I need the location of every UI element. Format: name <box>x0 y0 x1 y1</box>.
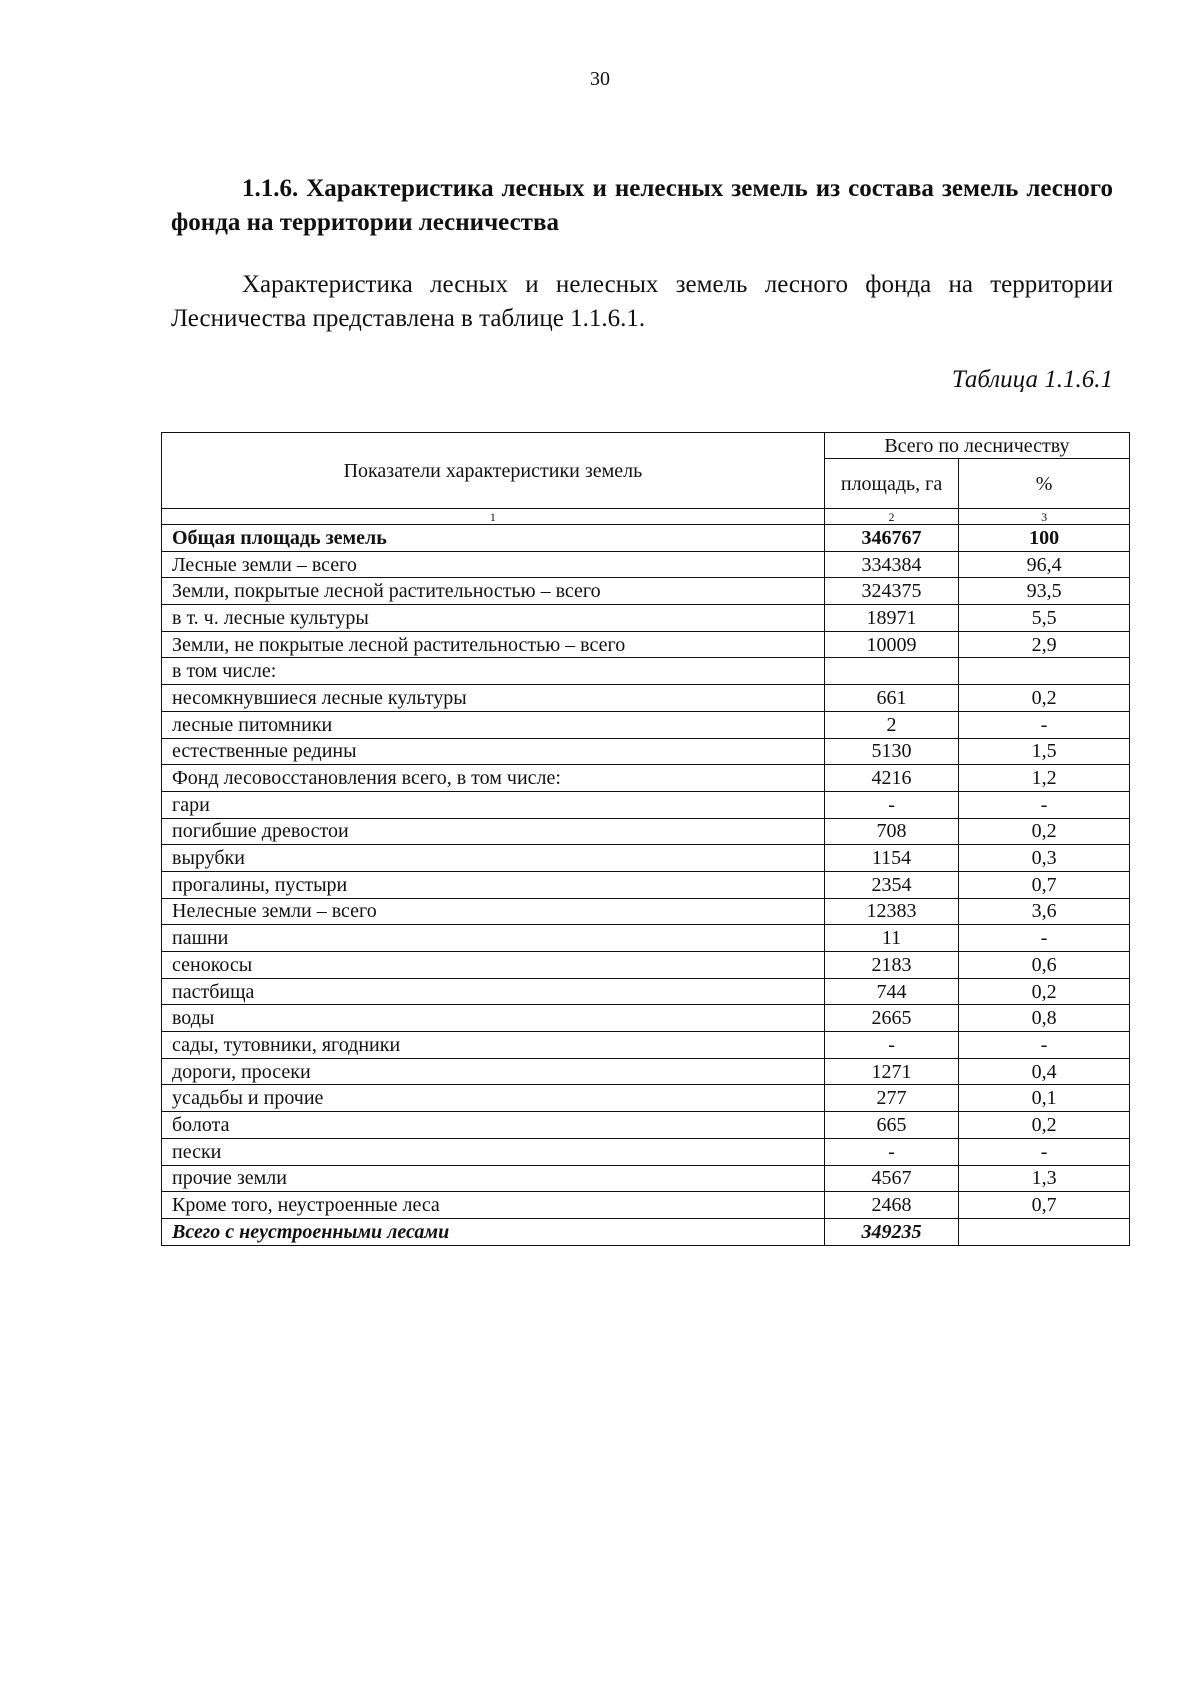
table-row <box>162 631 1130 658</box>
row-label: сенокосы <box>162 952 825 979</box>
row-area: - <box>824 1138 958 1165</box>
row-label: дороги, просеки <box>162 1058 825 1085</box>
row-label: Кроме того, неустроенные леса <box>162 1192 825 1219</box>
table-row <box>162 1058 1130 1085</box>
row-label: усадьбы и прочие <box>162 1085 825 1112</box>
section-heading <box>171 172 1113 240</box>
row-percent: 1,3 <box>959 1165 1130 1192</box>
land-characteristics-table <box>161 432 1130 1246</box>
intro-paragraph <box>171 268 1113 336</box>
row-percent: 1,5 <box>959 738 1130 765</box>
table-row <box>162 791 1130 818</box>
row-percent: - <box>959 1032 1130 1059</box>
row-area: 744 <box>824 978 958 1005</box>
row-area: 12383 <box>824 898 958 925</box>
row-percent: 5,5 <box>959 605 1130 632</box>
row-percent: 100 <box>959 525 1130 552</box>
row-area: 324375 <box>824 578 958 605</box>
table-row <box>162 845 1130 872</box>
row-area: 708 <box>824 818 958 845</box>
page-number: 30 <box>590 68 610 90</box>
row-area: 18971 <box>824 605 958 632</box>
row-label: погибшие древостои <box>162 818 825 845</box>
row-area: 1271 <box>824 1058 958 1085</box>
row-label: гари <box>162 791 825 818</box>
header-total-forestry: Всего по лесничеству <box>824 433 1129 459</box>
row-label: Земли, покрытые лесной растительностью – всего <box>162 578 825 605</box>
column-number-2: 2 <box>824 509 958 525</box>
row-percent: - <box>959 791 1130 818</box>
table-row <box>162 658 1130 685</box>
table-row <box>162 871 1130 898</box>
row-area: 2183 <box>824 952 958 979</box>
row-label: Всего с неустроенными лесами <box>162 1218 825 1245</box>
row-label: Лесные земли – всего <box>162 551 825 578</box>
table-row <box>162 952 1130 979</box>
row-percent <box>959 658 1130 685</box>
row-label: сады, тутовники, ягодники <box>162 1032 825 1059</box>
row-area: - <box>824 791 958 818</box>
row-area: 665 <box>824 1112 958 1139</box>
column-number-3: 3 <box>959 509 1130 525</box>
row-label: воды <box>162 1005 825 1032</box>
row-percent: 96,4 <box>959 551 1130 578</box>
row-percent: 0,7 <box>959 1192 1130 1219</box>
table-row <box>162 925 1130 952</box>
row-percent: 0,2 <box>959 818 1130 845</box>
row-percent: 0,7 <box>959 871 1130 898</box>
row-percent: - <box>959 711 1130 738</box>
row-percent: - <box>959 1138 1130 1165</box>
row-percent <box>959 1218 1130 1245</box>
row-label: несомкнувшиеся лесные культуры <box>162 685 825 712</box>
table-row <box>162 738 1130 765</box>
row-label: в том числе: <box>162 658 825 685</box>
table-row <box>162 765 1130 792</box>
table-row <box>162 1032 1130 1059</box>
table-row <box>162 525 1130 552</box>
row-label: Земли, не покрытые лесной растительностью – всего <box>162 631 825 658</box>
intro-text: Характеристика лесных и нелесных земель лесного фонда на территории Лесничества представлена в таблице 1.1.6.1. <box>171 271 1113 332</box>
table-body <box>162 525 1130 1246</box>
row-label: пастбища <box>162 978 825 1005</box>
row-percent: 3,6 <box>959 898 1130 925</box>
row-percent: 0,1 <box>959 1085 1130 1112</box>
table-row <box>162 1192 1130 1219</box>
table-row <box>162 1165 1130 1192</box>
table-row <box>162 818 1130 845</box>
row-area: 2354 <box>824 871 958 898</box>
row-area: 346767 <box>824 525 958 552</box>
row-label: Фонд лесовосстановления всего, в том числе: <box>162 765 825 792</box>
table-row <box>162 978 1130 1005</box>
row-area: 661 <box>824 685 958 712</box>
row-label: прогалины, пустыри <box>162 871 825 898</box>
header-indicators: Показатели характеристики земель <box>162 433 825 509</box>
table-row <box>162 605 1130 632</box>
row-area: 349235 <box>824 1218 958 1245</box>
row-area: 334384 <box>824 551 958 578</box>
row-label: пашни <box>162 925 825 952</box>
table-row <box>162 711 1130 738</box>
header-area: площадь, га <box>824 459 958 509</box>
row-area: 10009 <box>824 631 958 658</box>
row-area: 4567 <box>824 1165 958 1192</box>
table-caption: Таблица 1.1.6.1 <box>951 366 1113 393</box>
row-area: 277 <box>824 1085 958 1112</box>
table-row <box>162 1218 1130 1245</box>
row-area: 2468 <box>824 1192 958 1219</box>
row-area: - <box>824 1032 958 1059</box>
table-row <box>162 551 1130 578</box>
row-label: Нелесные земли – всего <box>162 898 825 925</box>
row-area: 2665 <box>824 1005 958 1032</box>
row-percent: 93,5 <box>959 578 1130 605</box>
row-percent: 0,2 <box>959 685 1130 712</box>
row-area: 1154 <box>824 845 958 872</box>
row-label: лесные питомники <box>162 711 825 738</box>
row-percent: 2,9 <box>959 631 1130 658</box>
row-percent: 0,2 <box>959 1112 1130 1139</box>
column-number-1: 1 <box>162 509 825 525</box>
section-title: Характеристика лесных и нелесных земель из состава земель лесного фонда на территории лесничества <box>171 175 1113 236</box>
row-percent: 0,6 <box>959 952 1130 979</box>
row-area: 5130 <box>824 738 958 765</box>
row-percent: 0,4 <box>959 1058 1130 1085</box>
row-area: 2 <box>824 711 958 738</box>
section-number: 1.1.6. <box>242 175 299 202</box>
table-row <box>162 1112 1130 1139</box>
row-percent: 0,3 <box>959 845 1130 872</box>
table-row <box>162 578 1130 605</box>
row-percent: 0,2 <box>959 978 1130 1005</box>
row-label: в т. ч. лесные культуры <box>162 605 825 632</box>
table-row <box>162 1085 1130 1112</box>
header-percent: % <box>959 459 1130 509</box>
row-label: прочие земли <box>162 1165 825 1192</box>
table-row <box>162 1005 1130 1032</box>
row-percent: - <box>959 925 1130 952</box>
row-label: пески <box>162 1138 825 1165</box>
row-label: вырубки <box>162 845 825 872</box>
table-row <box>162 898 1130 925</box>
table-row <box>162 1138 1130 1165</box>
row-percent: 1,2 <box>959 765 1130 792</box>
row-area: 4216 <box>824 765 958 792</box>
row-area: 11 <box>824 925 958 952</box>
row-label: Общая площадь земель <box>162 525 825 552</box>
row-area <box>824 658 958 685</box>
row-label: естественные редины <box>162 738 825 765</box>
table-row <box>162 685 1130 712</box>
row-percent: 0,8 <box>959 1005 1130 1032</box>
row-label: болота <box>162 1112 825 1139</box>
